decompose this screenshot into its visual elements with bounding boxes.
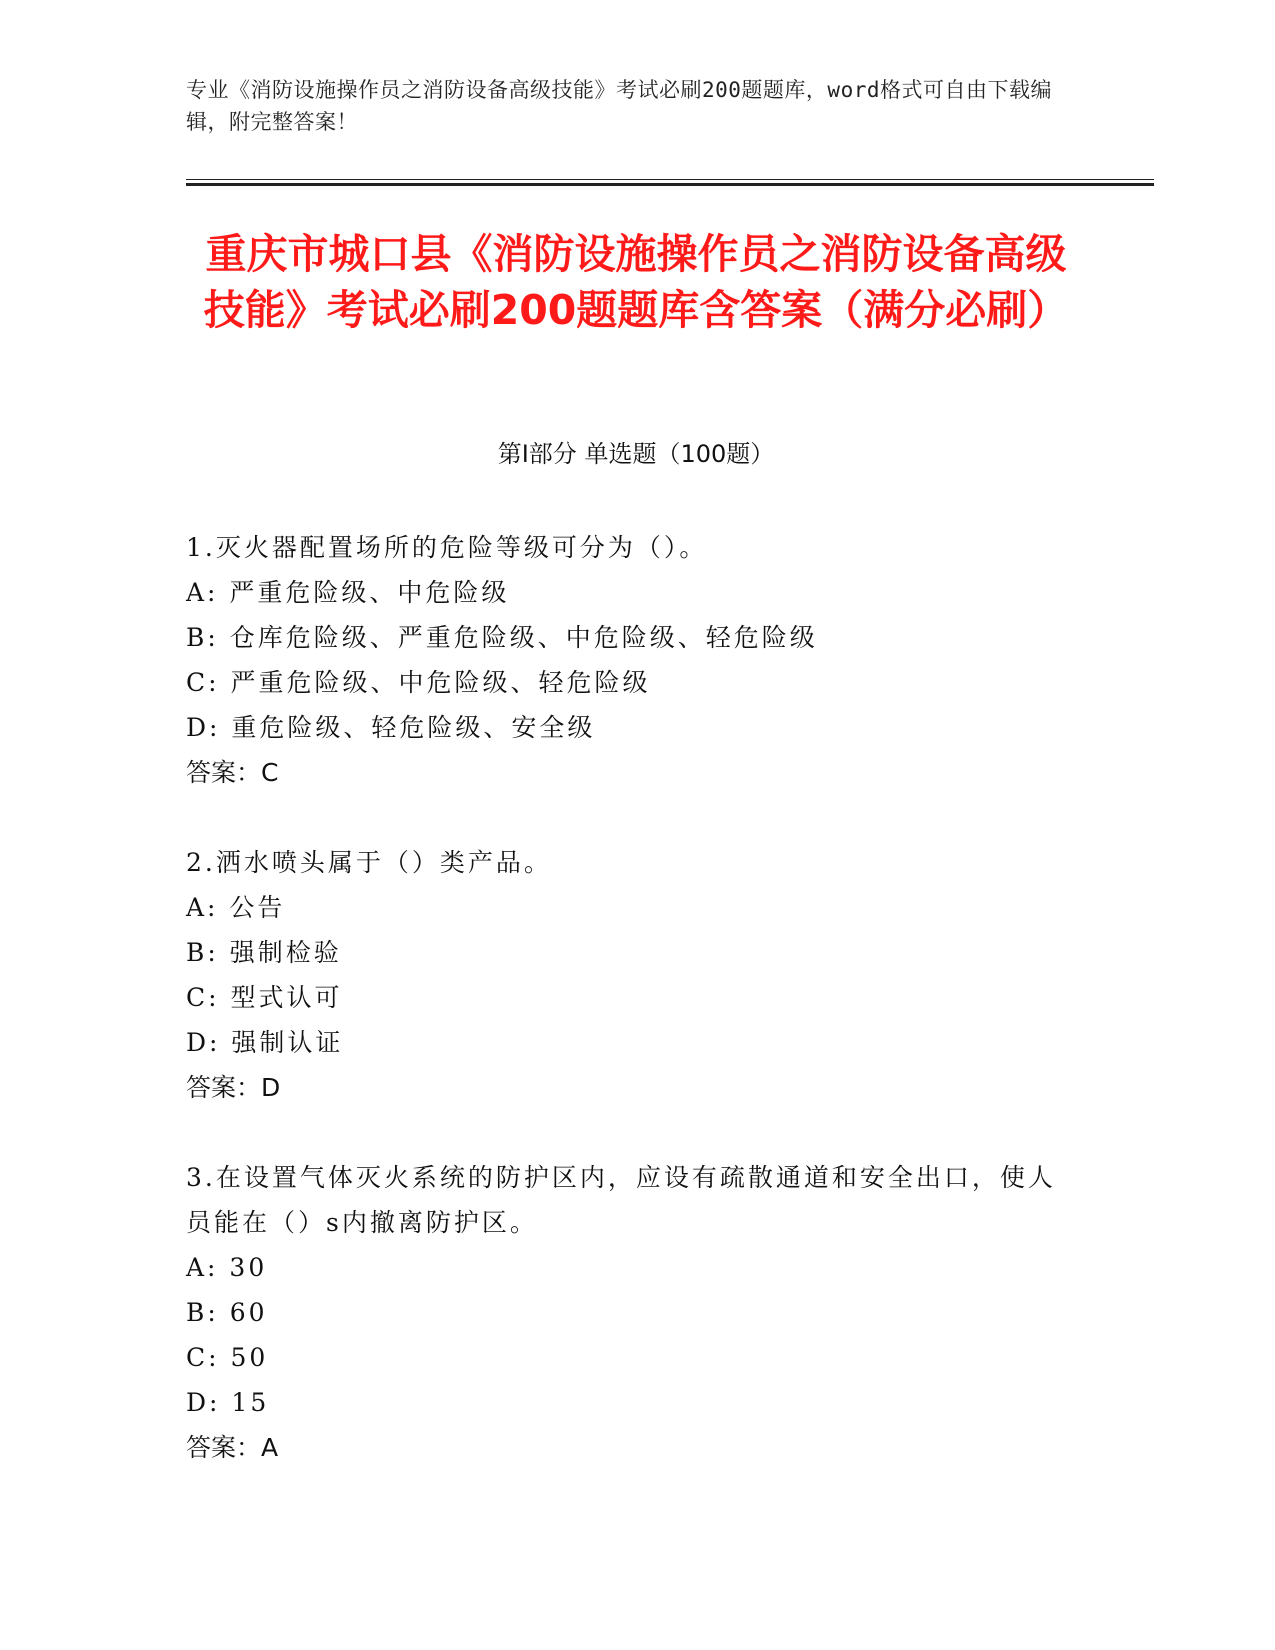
section-heading: 第Ⅰ部分 单选题（100题） — [497, 440, 775, 468]
question-stem: 2.洒水喷头属于（）类产品。 — [186, 848, 552, 877]
option-d: D: 强制认证 — [186, 1028, 344, 1057]
option-a: A: 严重危险级、中危险级 — [186, 578, 510, 607]
answer-line: 答案：C — [186, 758, 279, 787]
document-title: 重庆市城口县《消防设施操作员之消防设备高级技能》考试必刷200题题库含答案（满分必刷） — [203, 230, 1069, 334]
option-c: C: 严重危险级、中危险级、轻危险级 — [186, 668, 651, 697]
option-c: C: 50 — [186, 1343, 269, 1372]
option-a: A: 30 — [186, 1253, 268, 1282]
option-d: D: 重危险级、轻危险级、安全级 — [186, 713, 596, 742]
answer-line: 答案：D — [186, 1073, 281, 1102]
option-b: B: 60 — [186, 1298, 268, 1327]
question-2 — [186, 840, 1066, 1110]
question-3 — [186, 1155, 1066, 1470]
question-stem: 1.灭火器配置场所的危险等级可分为（）。 — [186, 533, 708, 562]
header-divider-thick — [186, 183, 1154, 186]
question-stem: 3.在设置气体灭火系统的防护区内，应设有疏散通道和安全出口，使人员能在（）s内撤离防护区。 — [186, 1163, 1056, 1237]
option-b: B: 仓库危险级、严重危险级、中危险级、轻危险级 — [186, 623, 818, 652]
answer-line: 答案：A — [186, 1433, 279, 1462]
option-b: B: 强制检验 — [186, 938, 342, 967]
header-note: 专业《消防设施操作员之消防设备高级技能》考试必刷200题题库，word格式可自由下载编辑，附完整答案！ — [186, 78, 1052, 134]
question-list — [186, 525, 1066, 1515]
header-divider-thin — [186, 179, 1154, 180]
question-1 — [186, 525, 1066, 795]
option-d: D: 15 — [186, 1388, 270, 1417]
option-a: A: 公告 — [186, 893, 286, 922]
option-c: C: 型式认可 — [186, 983, 343, 1012]
